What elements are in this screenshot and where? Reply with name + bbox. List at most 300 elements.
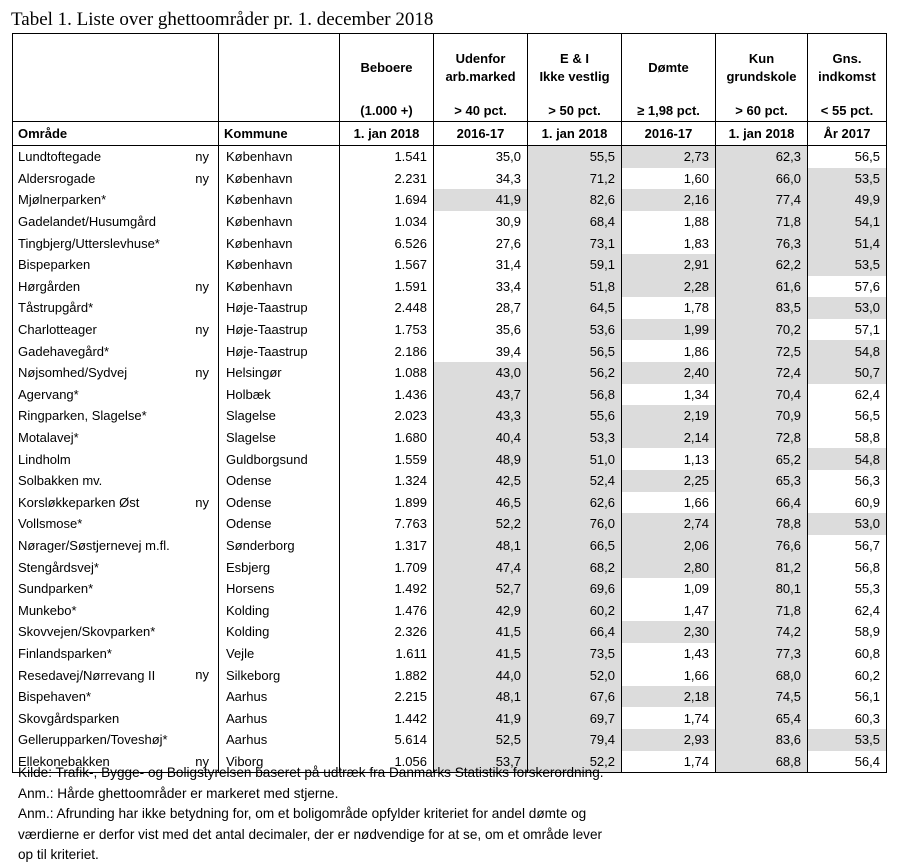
cell-gns: 53,5 <box>808 729 887 751</box>
cell-gns: 54,8 <box>808 448 887 470</box>
cell-kun: 68,8 <box>716 751 808 773</box>
cell-ei: 53,6 <box>528 319 622 341</box>
cell-kun: 66,0 <box>716 168 808 190</box>
cell-area <box>13 556 219 578</box>
cell-domte: 2,74 <box>622 513 716 535</box>
table-row <box>13 297 887 319</box>
cell-kommune: København <box>219 211 340 233</box>
cell-domte: 1,78 <box>622 297 716 319</box>
area-name: Sundparken* <box>18 581 94 597</box>
cell-kommune: Kolding <box>219 621 340 643</box>
cell-beboere: 1.882 <box>340 664 434 686</box>
cell-area <box>13 340 219 362</box>
area-name: Agervang* <box>18 386 79 402</box>
cell-kommune: Odense <box>219 470 340 492</box>
new-marker: ny <box>195 753 209 769</box>
cell-domte: 2,93 <box>622 729 716 751</box>
cell-udenfor: 28,7 <box>434 297 528 319</box>
note-rounding-2: værdierne er derfor vist med det antal decimaler, der er nødvendige for at se, om et område lever <box>18 826 603 842</box>
cell-ei: 56,2 <box>528 362 622 384</box>
cell-kun: 66,4 <box>716 492 808 514</box>
cell-area <box>13 189 219 211</box>
area-name: Nørager/Søstjernevej m.fl. <box>18 537 170 553</box>
table-row <box>13 405 887 427</box>
header-beboere-line1: Beboere <box>360 59 413 75</box>
cell-beboere: 2.448 <box>340 297 434 319</box>
table-row <box>13 362 887 384</box>
cell-udenfor: 41,9 <box>434 189 528 211</box>
cell-kun: 72,8 <box>716 427 808 449</box>
area-name: Resedavej/Nørrevang II <box>18 667 156 683</box>
area-name: Tingbjerg/Utterslevhuse* <box>18 235 160 251</box>
cell-udenfor: 39,4 <box>434 340 528 362</box>
cell-beboere: 1.591 <box>340 276 434 298</box>
cell-domte: 1,60 <box>622 168 716 190</box>
table-row <box>13 621 887 643</box>
ghetto-table <box>12 33 887 773</box>
cell-kommune: København <box>219 189 340 211</box>
cell-beboere: 2.215 <box>340 686 434 708</box>
header-udenfor-line1: Udenfor <box>455 50 506 66</box>
cell-ei: 56,8 <box>528 384 622 406</box>
cell-ei: 60,2 <box>528 599 622 621</box>
cell-beboere: 1.567 <box>340 254 434 276</box>
table-row <box>13 513 887 535</box>
cell-udenfor: 52,2 <box>434 513 528 535</box>
cell-beboere: 1.899 <box>340 492 434 514</box>
cell-area <box>13 686 219 708</box>
cell-kun: 72,5 <box>716 340 808 362</box>
note-star: Anm.: Hårde ghettoområder er markeret med stjerne. <box>18 785 339 801</box>
cell-domte: 1,09 <box>622 578 716 600</box>
cell-udenfor: 44,0 <box>434 664 528 686</box>
table-row <box>13 276 887 298</box>
cell-kommune: Kolding <box>219 599 340 621</box>
cell-beboere: 1.694 <box>340 189 434 211</box>
table-row <box>13 707 887 729</box>
area-name: Gadelandet/Husumgård <box>18 214 157 230</box>
cell-domte: 2,73 <box>622 146 716 168</box>
area-name: Finlandsparken* <box>18 645 112 661</box>
cell-gns: 56,4 <box>808 751 887 773</box>
cell-kun: 77,3 <box>716 643 808 665</box>
cell-area <box>13 492 219 514</box>
area-name: Gadehavegård* <box>18 343 110 359</box>
cell-beboere: 1.088 <box>340 362 434 384</box>
cell-domte: 1,74 <box>622 751 716 773</box>
cell-beboere: 2.326 <box>340 621 434 643</box>
cell-beboere: 1.436 <box>340 384 434 406</box>
cell-kommune: Høje-Taastrup <box>219 319 340 341</box>
cell-beboere: 1.541 <box>340 146 434 168</box>
cell-area <box>13 643 219 665</box>
cell-area <box>13 578 219 600</box>
area-name: Lindholm <box>18 451 71 467</box>
cell-ei: 79,4 <box>528 729 622 751</box>
cell-kommune: København <box>219 146 340 168</box>
header-domte-line1: Dømte <box>648 59 689 75</box>
cell-beboere: 1.753 <box>340 319 434 341</box>
area-name: Solbakken mv. <box>18 473 103 489</box>
header-kommune: Kommune <box>219 122 340 146</box>
cell-beboere: 1.611 <box>340 643 434 665</box>
cell-area <box>13 146 219 168</box>
table-row <box>13 319 887 341</box>
cell-area <box>13 319 219 341</box>
table-row <box>13 168 887 190</box>
cell-kun: 76,3 <box>716 232 808 254</box>
area-name: Nøjsomhed/Sydvej <box>18 365 128 381</box>
cell-udenfor: 35,0 <box>434 146 528 168</box>
table-row <box>13 686 887 708</box>
cell-ei: 55,6 <box>528 405 622 427</box>
cell-domte: 2,06 <box>622 535 716 557</box>
cell-kommune: Aarhus <box>219 686 340 708</box>
cell-beboere: 5.614 <box>340 729 434 751</box>
header-beboere-period: 1. jan 2018 <box>340 122 434 146</box>
cell-area <box>13 599 219 621</box>
table-row <box>13 189 887 211</box>
cell-domte: 2,30 <box>622 621 716 643</box>
cell-kun: 76,6 <box>716 535 808 557</box>
cell-gns: 62,4 <box>808 599 887 621</box>
cell-kun: 71,8 <box>716 599 808 621</box>
cell-ei: 68,2 <box>528 556 622 578</box>
cell-kun: 78,8 <box>716 513 808 535</box>
table-row <box>13 470 887 492</box>
header-gns-line1b: indkomst <box>818 68 876 84</box>
header-kommune-blank <box>219 34 340 100</box>
cell-gns: 53,5 <box>808 254 887 276</box>
header-kun-line1b: grundskole <box>726 68 797 84</box>
cell-kommune: København <box>219 232 340 254</box>
cell-domte: 2,91 <box>622 254 716 276</box>
area-name: Hørgården <box>18 278 81 294</box>
header-ei-period: 1. jan 2018 <box>528 122 622 146</box>
cell-kun: 70,9 <box>716 405 808 427</box>
cell-kun: 83,5 <box>716 297 808 319</box>
cell-area <box>13 211 219 233</box>
cell-area <box>13 384 219 406</box>
cell-kommune: Odense <box>219 492 340 514</box>
note-rounding-3: op til kriteriet. <box>18 847 99 862</box>
area-name: Ringparken, Slagelse* <box>18 408 147 424</box>
header-kun-threshold: > 60 pct. <box>716 99 808 122</box>
cell-domte: 2,16 <box>622 189 716 211</box>
cell-udenfor: 48,9 <box>434 448 528 470</box>
cell-udenfor: 43,0 <box>434 362 528 384</box>
header-area-blank <box>13 34 219 100</box>
cell-gns: 57,6 <box>808 276 887 298</box>
cell-area <box>13 707 219 729</box>
cell-udenfor: 52,7 <box>434 578 528 600</box>
cell-udenfor: 31,4 <box>434 254 528 276</box>
cell-gns: 54,1 <box>808 211 887 233</box>
cell-kun: 80,1 <box>716 578 808 600</box>
area-name: Charlotteager <box>18 322 97 338</box>
table-title: Tabel 1. Liste over ghettoområder pr. 1. december 2018 <box>11 9 434 30</box>
table-row <box>13 211 887 233</box>
cell-ei: 51,8 <box>528 276 622 298</box>
cell-beboere: 1.492 <box>340 578 434 600</box>
cell-kun: 65,3 <box>716 470 808 492</box>
cell-kommune: Aarhus <box>219 707 340 729</box>
cell-udenfor: 52,5 <box>434 729 528 751</box>
cell-gns: 54,8 <box>808 340 887 362</box>
cell-kommune: Guldborgsund <box>219 448 340 470</box>
table-row <box>13 384 887 406</box>
table-row <box>13 254 887 276</box>
cell-udenfor: 46,5 <box>434 492 528 514</box>
cell-area <box>13 362 219 384</box>
cell-domte: 2,18 <box>622 686 716 708</box>
cell-ei: 66,4 <box>528 621 622 643</box>
cell-beboere: 1.680 <box>340 427 434 449</box>
cell-beboere: 2.186 <box>340 340 434 362</box>
table-row <box>13 146 887 168</box>
cell-area <box>13 168 219 190</box>
cell-gns: 56,1 <box>808 686 887 708</box>
cell-udenfor: 43,7 <box>434 384 528 406</box>
cell-beboere: 1.034 <box>340 211 434 233</box>
area-name: Motalavej* <box>18 430 79 446</box>
cell-domte: 1,86 <box>622 340 716 362</box>
cell-gns: 62,4 <box>808 384 887 406</box>
cell-beboere: 7.763 <box>340 513 434 535</box>
area-name: Ellekonebakken <box>18 753 110 769</box>
cell-kun: 68,0 <box>716 664 808 686</box>
cell-gns: 56,3 <box>808 470 887 492</box>
cell-gns: 51,4 <box>808 232 887 254</box>
cell-domte: 1,66 <box>622 664 716 686</box>
cell-ei: 66,5 <box>528 535 622 557</box>
header-udenfor <box>434 34 528 100</box>
cell-gns: 55,3 <box>808 578 887 600</box>
cell-domte: 2,28 <box>622 276 716 298</box>
cell-kun: 62,2 <box>716 254 808 276</box>
cell-gns: 60,8 <box>808 643 887 665</box>
cell-kun: 70,2 <box>716 319 808 341</box>
cell-ei: 55,5 <box>528 146 622 168</box>
cell-kommune: Horsens <box>219 578 340 600</box>
cell-kommune: Høje-Taastrup <box>219 297 340 319</box>
area-name: Lundtoftegade <box>18 149 102 165</box>
cell-ei: 51,0 <box>528 448 622 470</box>
cell-gns: 56,5 <box>808 146 887 168</box>
cell-udenfor: 35,6 <box>434 319 528 341</box>
area-name: Bispeparken <box>18 257 91 273</box>
cell-udenfor: 48,1 <box>434 686 528 708</box>
cell-beboere: 1.056 <box>340 751 434 773</box>
table-body <box>13 146 887 773</box>
header-gns <box>808 34 887 100</box>
cell-udenfor: 47,4 <box>434 556 528 578</box>
header-udenfor-line1b: arb.marked <box>445 68 516 84</box>
cell-kommune: Esbjerg <box>219 556 340 578</box>
cell-gns: 56,5 <box>808 405 887 427</box>
cell-area <box>13 535 219 557</box>
table-row <box>13 535 887 557</box>
cell-ei: 73,1 <box>528 232 622 254</box>
cell-domte: 2,19 <box>622 405 716 427</box>
header-beboere <box>340 34 434 100</box>
cell-gns: 56,7 <box>808 535 887 557</box>
header-kun-period: 1. jan 2018 <box>716 122 808 146</box>
area-name: Skovgårdsparken <box>18 710 120 726</box>
cell-kommune: København <box>219 254 340 276</box>
cell-udenfor: 53,7 <box>434 751 528 773</box>
area-name: Aldersrogade <box>18 170 96 186</box>
cell-gns: 53,5 <box>808 168 887 190</box>
table-row <box>13 729 887 751</box>
header-ei <box>528 34 622 100</box>
cell-ei: 53,3 <box>528 427 622 449</box>
cell-kun: 71,8 <box>716 211 808 233</box>
cell-area <box>13 427 219 449</box>
cell-ei: 52,4 <box>528 470 622 492</box>
cell-kommune: Sønderborg <box>219 535 340 557</box>
cell-domte: 2,14 <box>622 427 716 449</box>
header-domte-period: 2016-17 <box>622 122 716 146</box>
cell-gns: 58,9 <box>808 621 887 643</box>
cell-gns: 56,8 <box>808 556 887 578</box>
cell-domte: 1,34 <box>622 384 716 406</box>
header-gns-period: År 2017 <box>808 122 887 146</box>
cell-gns: 57,1 <box>808 319 887 341</box>
area-name: Stengårdsvej* <box>18 559 99 575</box>
cell-kommune: København <box>219 276 340 298</box>
header-udenfor-period: 2016-17 <box>434 122 528 146</box>
cell-kommune: Odense <box>219 513 340 535</box>
table-row <box>13 340 887 362</box>
header-ei-line1b: Ikke vestlig <box>539 68 610 84</box>
cell-ei: 64,5 <box>528 297 622 319</box>
cell-kommune: Aarhus <box>219 729 340 751</box>
cell-beboere: 1.324 <box>340 470 434 492</box>
cell-kommune: København <box>219 168 340 190</box>
cell-udenfor: 30,9 <box>434 211 528 233</box>
new-marker: ny <box>195 494 209 510</box>
table-row <box>13 427 887 449</box>
cell-udenfor: 27,6 <box>434 232 528 254</box>
area-name: Bispehaven* <box>18 689 91 705</box>
cell-udenfor: 40,4 <box>434 427 528 449</box>
header-domte <box>622 34 716 100</box>
cell-udenfor: 48,1 <box>434 535 528 557</box>
table-row <box>13 664 887 686</box>
cell-udenfor: 43,3 <box>434 405 528 427</box>
cell-kun: 72,4 <box>716 362 808 384</box>
cell-kommune: Viborg <box>219 751 340 773</box>
cell-domte: 1,88 <box>622 211 716 233</box>
cell-kommune: Helsingør <box>219 362 340 384</box>
cell-gns: 60,3 <box>808 707 887 729</box>
new-marker: ny <box>195 364 209 380</box>
cell-area <box>13 405 219 427</box>
cell-kommune: Silkeborg <box>219 664 340 686</box>
table-row <box>13 232 887 254</box>
cell-udenfor: 41,9 <box>434 707 528 729</box>
table-row <box>13 643 887 665</box>
new-marker: ny <box>195 321 209 337</box>
table-row <box>13 599 887 621</box>
cell-domte: 2,40 <box>622 362 716 384</box>
cell-kun: 65,4 <box>716 707 808 729</box>
area-name: Tåstrupgård* <box>18 300 94 316</box>
cell-kun: 74,5 <box>716 686 808 708</box>
cell-gns: 60,2 <box>808 664 887 686</box>
cell-kun: 81,2 <box>716 556 808 578</box>
cell-udenfor: 41,5 <box>434 643 528 665</box>
header-gns-line1: Gns. <box>832 50 862 66</box>
cell-domte: 1,66 <box>622 492 716 514</box>
cell-area <box>13 470 219 492</box>
area-name: Vollsmose* <box>18 516 83 532</box>
cell-area <box>13 664 219 686</box>
cell-ei: 59,1 <box>528 254 622 276</box>
header-domte-threshold: ≥ 1,98 pct. <box>622 99 716 122</box>
cell-ei: 69,6 <box>528 578 622 600</box>
cell-ei: 68,4 <box>528 211 622 233</box>
cell-udenfor: 33,4 <box>434 276 528 298</box>
cell-domte: 1,13 <box>622 448 716 470</box>
cell-domte: 1,74 <box>622 707 716 729</box>
cell-ei: 52,0 <box>528 664 622 686</box>
header-udenfor-threshold: > 40 pct. <box>434 99 528 122</box>
cell-ei: 71,2 <box>528 168 622 190</box>
cell-kommune: Høje-Taastrup <box>219 340 340 362</box>
cell-beboere: 2.023 <box>340 405 434 427</box>
cell-beboere: 1.442 <box>340 707 434 729</box>
cell-kun: 62,3 <box>716 146 808 168</box>
cell-ei: 82,6 <box>528 189 622 211</box>
cell-area <box>13 621 219 643</box>
cell-beboere: 2.231 <box>340 168 434 190</box>
cell-kun: 77,4 <box>716 189 808 211</box>
new-marker: ny <box>195 278 209 294</box>
cell-kun: 65,2 <box>716 448 808 470</box>
cell-ei: 69,7 <box>528 707 622 729</box>
area-name: Gellerupparken/Toveshøj* <box>18 732 168 748</box>
new-marker: ny <box>195 667 209 683</box>
cell-gns: 53,0 <box>808 513 887 535</box>
header-ei-line1: E & I <box>560 50 589 66</box>
new-marker: ny <box>195 149 209 164</box>
cell-domte: 2,80 <box>622 556 716 578</box>
header-ei-threshold: > 50 pct. <box>528 99 622 122</box>
cell-area <box>13 232 219 254</box>
area-name: Mjølnerparken* <box>18 192 107 208</box>
cell-kun: 61,6 <box>716 276 808 298</box>
cell-domte: 1,99 <box>622 319 716 341</box>
table-row <box>13 492 887 514</box>
cell-kommune: Vejle <box>219 643 340 665</box>
cell-gns: 53,0 <box>808 297 887 319</box>
cell-ei: 73,5 <box>528 643 622 665</box>
cell-domte: 1,43 <box>622 643 716 665</box>
cell-kun: 83,6 <box>716 729 808 751</box>
cell-area <box>13 276 219 298</box>
cell-kommune: Holbæk <box>219 384 340 406</box>
notes <box>18 763 604 866</box>
area-name: Skovvejen/Skovparken* <box>18 624 156 640</box>
note-rounding-1: Anm.: Afrunding har ikke betydning for, om et boligområde opfylder kriteriet for andel dømte og <box>18 806 587 821</box>
header-kun <box>716 34 808 100</box>
cell-beboere: 1.317 <box>340 535 434 557</box>
cell-gns: 50,7 <box>808 362 887 384</box>
header-area: Område <box>13 122 219 146</box>
cell-gns: 58,8 <box>808 427 887 449</box>
